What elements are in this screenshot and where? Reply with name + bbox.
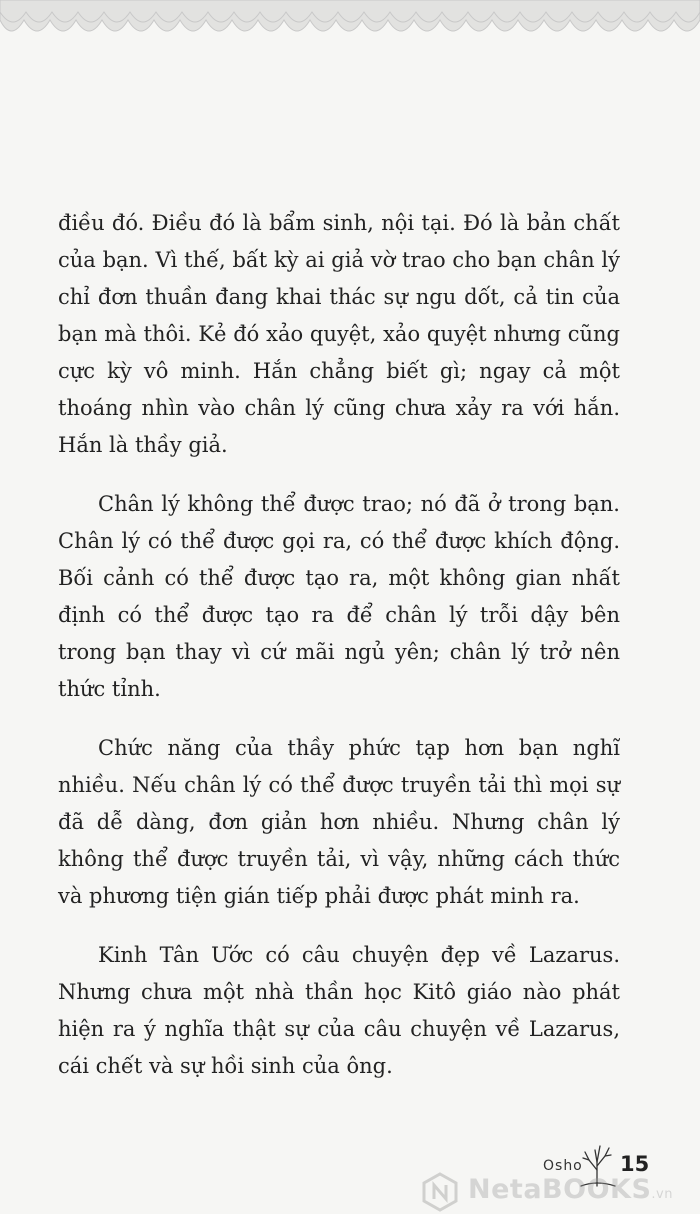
page-body-text: [58, 205, 620, 1107]
paragraph: Chân lý không thể được trao; nó đã ở trong bạn. Chân lý có thể được gọi ra, có thể được khích động. Bối cảnh có thể được tạo ra, một không gian nhất định có thể được tạo ra để chân lý trỗi dậy bên trong bạn thay vì cứ mãi ngủ yên; chân lý trở nên thức tỉnh.: [58, 492, 620, 701]
paragraph: Chức năng của thầy phức tạp hơn bạn nghĩ nhiều. Nếu chân lý có thể được truyền tải thì mọi sự đã dễ dàng, đơn giản hơn nhiều. Nhưng chân lý không thể được truyền tải, vì vậy, những cách thức và phương tiện gián tiếp phải được phát minh ra.: [58, 736, 620, 908]
paragraph: Kinh Tân Ước có câu chuyện đẹp về Lazarus. Nhưng chưa một nhà thần học Kitô giáo nào phát hiện ra ý nghĩa thật sự của câu chuyện về Lazarus, cái chết và sự hồi sinh của ông.: [58, 943, 620, 1078]
paragraph: điều đó. Điều đó là bẩm sinh, nội tại. Đó là bản chất của bạn. Vì thế, bất kỳ ai giả vờ trao cho bạn chân lý chỉ đơn thuần đang khai thác sự ngu dốt, cả tin của bạn mà thôi. Kẻ đó xảo quyệt, xảo quyệt nhưng cũng cực kỳ vô minh. Hắn chẳng biết gì; ngay cả một thoáng nhìn vào chân lý cũng chưa xảy ra với hắn. Hắn là thầy giả.: [58, 211, 620, 457]
running-footer-author: Osho: [543, 1158, 583, 1174]
page-footer: [0, 1148, 700, 1214]
ornamental-lace-border: [0, 0, 700, 45]
hexagon-n-logo-icon: [420, 1172, 460, 1212]
watermark-text: [468, 1174, 673, 1205]
watermark-suffix: .vn: [651, 1187, 673, 1202]
watermark: [420, 1170, 700, 1214]
watermark-brand: NetaBOOKS: [468, 1174, 652, 1205]
page-number: 15: [620, 1152, 650, 1176]
